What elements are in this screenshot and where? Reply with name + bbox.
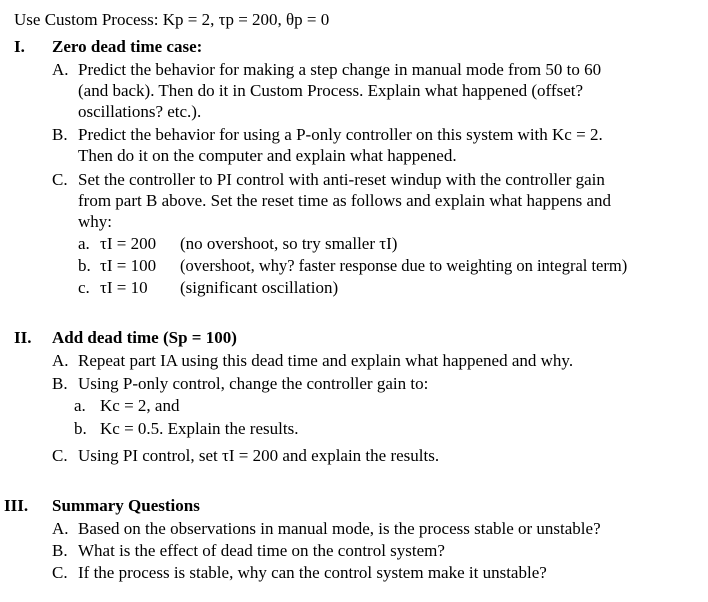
section-1-item-a-line-1: Predict the behavior for making a step change in manual mode from 50 to 60 bbox=[78, 60, 602, 79]
section-3-item-c-line-1: If the process is stable, why can the control system make it unstable? bbox=[78, 563, 547, 582]
section-1-numeral: I. bbox=[14, 37, 25, 56]
section-2-numeral: II. bbox=[14, 328, 32, 347]
section-3-numeral: III. bbox=[4, 496, 29, 515]
section-2-item-a-line-1: Repeat part IA using this dead time and explain what happened and why. bbox=[78, 351, 574, 370]
section-1-subitem-c-note: (significant oscillation) bbox=[180, 278, 339, 297]
section-2-subitem-b-text: Kc = 0.5. Explain the results. bbox=[100, 419, 299, 438]
section-1-subitem-b-value: τI = 100 bbox=[100, 256, 157, 275]
section-2-item-b-line-1: Using P-only control, change the controller gain to: bbox=[78, 374, 429, 393]
section-1-subitem-a-value: τI = 200 bbox=[100, 234, 157, 253]
section-1-subitem-b-note: (overshoot, why? faster response due to weighting on integral term) bbox=[180, 256, 628, 275]
section-1-subitem-a-note: (no overshoot, so try smaller τI) bbox=[180, 234, 398, 253]
section-1-title: Zero dead time case: bbox=[52, 37, 203, 56]
section-1-item-a-letter: A. bbox=[52, 60, 69, 79]
section-1-item-b-letter: B. bbox=[52, 125, 68, 144]
section-3-item-b-line-1: What is the effect of dead time on the control system? bbox=[78, 541, 445, 560]
section-1-item-c-letter: C. bbox=[52, 170, 68, 189]
section-1-subitem-b-letter: b. bbox=[78, 256, 91, 275]
section-1-item-b-line-1: Predict the behavior for using a P-only controller on this system with Kc = 2. bbox=[78, 125, 603, 144]
section-1-item-b-line-2: Then do it on the computer and explain what happened. bbox=[78, 146, 457, 165]
page-header: Use Custom Process: Kp = 2, τp = 200, θp = 0 bbox=[14, 10, 330, 29]
section-2-item-b-letter: B. bbox=[52, 374, 68, 393]
section-1-subitem-c-letter: c. bbox=[78, 278, 90, 297]
section-1-item-a-line-2: (and back). Then do it in Custom Process. Explain what happened (offset? bbox=[78, 81, 584, 100]
section-3-title: Summary Questions bbox=[52, 496, 200, 515]
section-1-subitem-c-value: τI = 10 bbox=[100, 278, 148, 297]
section-1-item-c-line-1: Set the controller to PI control with anti-reset windup with the controller gain bbox=[78, 170, 605, 189]
section-2-subitem-a-text: Kc = 2, and bbox=[100, 396, 180, 415]
section-3-item-c-letter: C. bbox=[52, 563, 68, 582]
section-1-item-c-line-3: why: bbox=[78, 212, 112, 231]
section-2-title: Add dead time (Sp = 100) bbox=[52, 328, 237, 347]
section-3-item-b-letter: B. bbox=[52, 541, 68, 560]
section-1-item-c-line-2: from part B above. Set the reset time as follows and explain what happens and bbox=[78, 191, 611, 210]
section-2-item-c-letter: C. bbox=[52, 446, 68, 465]
section-1-subitem-a-letter: a. bbox=[78, 234, 90, 253]
section-1-item-a-line-3: oscillations? etc.). bbox=[78, 102, 202, 121]
section-2-subitem-b-letter: b. bbox=[74, 419, 87, 438]
section-2-item-a-letter: A. bbox=[52, 351, 69, 370]
section-2-item-c-line-1: Using PI control, set τI = 200 and explain the results. bbox=[78, 446, 440, 465]
section-2-subitem-a-letter: a. bbox=[74, 396, 86, 415]
section-3-item-a-letter: A. bbox=[52, 519, 69, 538]
section-3-item-a-line-1: Based on the observations in manual mode, is the process stable or unstable? bbox=[78, 519, 601, 538]
